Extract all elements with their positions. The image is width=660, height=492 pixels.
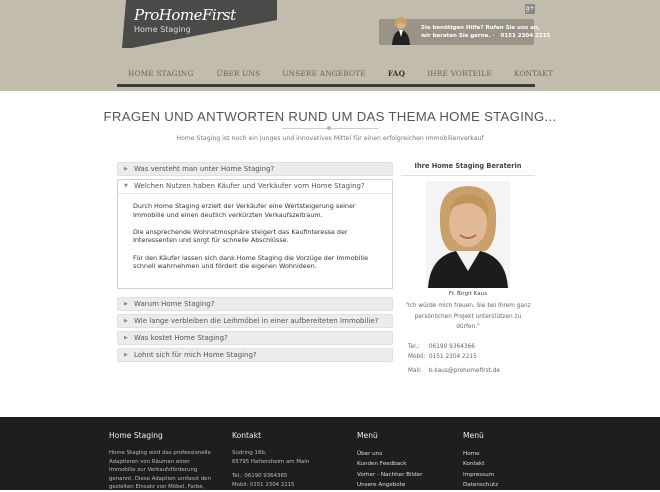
contact-line: wir beraten Sie gerne. · bbox=[421, 33, 495, 39]
faq-question: Warum Home Staging? bbox=[134, 300, 215, 308]
footer-tel[interactable]: Tel.: 06190 9364365 bbox=[232, 473, 288, 480]
faq-answer-paragraph: Die ansprechende Wohnatmosphäre steigert das Kaufinteresse der Interessenten und sorgt für schnelle Abschlüsse. bbox=[133, 227, 348, 245]
chevron-right-icon: ▶ bbox=[124, 318, 128, 324]
nav-kontakt[interactable]: KONTAKT bbox=[513, 69, 553, 78]
faq-answer-paragraph: Durch Home Staging erzielt der Verkäufer eine Wertsteigerung seiner Immobilie und einen deutlich verkürzten Verkaufszeitraum. bbox=[133, 202, 356, 219]
footer-link-kontakt[interactable]: Kontakt bbox=[463, 461, 485, 468]
consultant-avatar bbox=[391, 15, 411, 45]
faq-answer bbox=[117, 193, 393, 289]
mail-label: Mail: bbox=[408, 368, 422, 374]
faq-item[interactable] bbox=[117, 331, 393, 345]
main-nav bbox=[117, 64, 553, 83]
footer-col-contact bbox=[232, 431, 342, 489]
mobil-label: Mobil: bbox=[408, 354, 426, 360]
faq-item-open[interactable] bbox=[117, 179, 393, 193]
sidebar-title: Ihre Home Staging Beraterin bbox=[401, 162, 535, 176]
footer-heading: Kontakt bbox=[232, 431, 262, 440]
nav-ueber-uns[interactable]: ÜBER UNS bbox=[216, 69, 261, 78]
consultant-tel bbox=[408, 344, 475, 350]
footer-link-angebote[interactable]: Unsere Angebote bbox=[357, 482, 406, 489]
consultant-name: Fr. Birgit Kaus bbox=[448, 291, 488, 297]
footer-mobil[interactable]: Mobil: 0151 2304 2215 bbox=[232, 481, 295, 488]
chevron-right-icon: ▶ bbox=[124, 335, 128, 341]
footer-link-home[interactable]: Home bbox=[463, 451, 480, 457]
nav-underline bbox=[117, 84, 535, 87]
contact-line: Sie benötigen Hilfe? Rufen Sie uns an, bbox=[421, 25, 540, 31]
tel-label: Tel.: bbox=[408, 344, 420, 350]
nav-ihre-vorteile[interactable]: IHRE VORTEILE bbox=[427, 69, 492, 78]
chevron-right-icon: ▶ bbox=[124, 301, 128, 307]
contact-phone[interactable]: 0151 2304 2215 bbox=[500, 33, 551, 39]
footer-col-about bbox=[109, 431, 214, 492]
logo-subtitle: Home Staging bbox=[134, 25, 191, 34]
footer-address: Südring 16b, bbox=[232, 450, 267, 456]
google-plus-icon[interactable]: g+ bbox=[525, 5, 535, 12]
faq-item[interactable] bbox=[117, 162, 393, 176]
faq-question: Lohnt sich für mich Home Staging? bbox=[134, 351, 257, 359]
faq-item[interactable] bbox=[117, 297, 393, 311]
footer-link-ueber-uns[interactable]: Über uns bbox=[357, 451, 383, 457]
faq-question: Was versteht man unter Home Staging? bbox=[134, 165, 275, 173]
footer-link-datenschutz[interactable]: Datenschutz bbox=[463, 482, 499, 489]
faq-answer-paragraph: Für den Käufer lassen sich dank Home Staging die Vorzüge der Immobilie schnell wahrnehmen und fördert die eigenen Wohnideen. bbox=[133, 253, 369, 271]
faq-question: Welchen Nutzen haben Käufer und Verkäufer vom Home Staging? bbox=[134, 182, 365, 190]
nav-faq[interactable]: FAQ bbox=[387, 69, 406, 78]
consultant-mail bbox=[408, 368, 500, 374]
nav-home-staging[interactable]: HOME STAGING bbox=[128, 69, 194, 78]
faq-question: Was kostet Home Staging? bbox=[134, 334, 228, 342]
faq-item[interactable] bbox=[117, 314, 393, 328]
footer-col-menu2 bbox=[463, 431, 543, 491]
consultant-mobil bbox=[408, 354, 477, 360]
consultant-photo bbox=[426, 181, 510, 288]
mobil-value[interactable]: 0151 2304 2215 bbox=[428, 354, 477, 360]
consultant-quote: "Ich würde mich freuen, Sie bei Ihrem ganz persönlichen Projekt unterstützen zu dürfen." bbox=[405, 303, 531, 331]
faq-item[interactable] bbox=[117, 348, 393, 362]
faq-accordion bbox=[117, 162, 393, 365]
chevron-right-icon: ▶ bbox=[124, 352, 128, 358]
footer-heading: Home Staging bbox=[109, 431, 163, 440]
chevron-right-icon: ▶ bbox=[124, 166, 128, 172]
page-subtitle: Home Staging ist noch ein junges und innovatives Mittel für einen erfolgreichen Immobilienverkauf bbox=[176, 135, 484, 142]
footer-link-impressum[interactable]: Impressum bbox=[463, 471, 495, 478]
contact-callout bbox=[379, 19, 551, 45]
consultant-sidebar bbox=[401, 162, 535, 374]
title-divider-dot bbox=[327, 126, 331, 130]
logo-text[interactable]: ProHomeFirst bbox=[134, 6, 236, 24]
nav-unsere-angebote[interactable]: UNSERE ANGEBOTE bbox=[282, 69, 366, 78]
footer-about-text: Home Staging wird das professionelle Adaptieren von Räumen einer Immobilie zur Verkaufsförderung genannt. Diese Adaption umfasst den gezielten Einsatz von Möbel, Farbe, bbox=[109, 450, 211, 491]
contact-text bbox=[421, 24, 550, 40]
mail-link[interactable]: b.kaus@prohomefirst.de bbox=[428, 368, 500, 374]
site-footer bbox=[0, 417, 660, 490]
page-title: FRAGEN UND ANTWORTEN RUND UM DAS THEMA HOME STAGING... bbox=[103, 109, 557, 124]
faq-question: Wie lange verbleiben die Leihmöbel in einer aufbereiteten Immobilie? bbox=[134, 317, 379, 325]
footer-link-vorher-nachher[interactable]: Vorher - Nachher Bilder bbox=[357, 471, 423, 478]
footer-col-menu bbox=[357, 431, 447, 491]
footer-link-feedback[interactable]: Kunden Feedback bbox=[357, 461, 407, 468]
footer-heading: Menü bbox=[357, 431, 378, 440]
footer-address: 65795 Hattersheim am Main bbox=[232, 458, 310, 465]
site-header bbox=[0, 0, 660, 91]
footer-heading: Menü bbox=[463, 431, 484, 440]
tel-value[interactable]: 06190 9364366 bbox=[428, 344, 475, 350]
chevron-down-icon: ▼ bbox=[124, 183, 128, 189]
